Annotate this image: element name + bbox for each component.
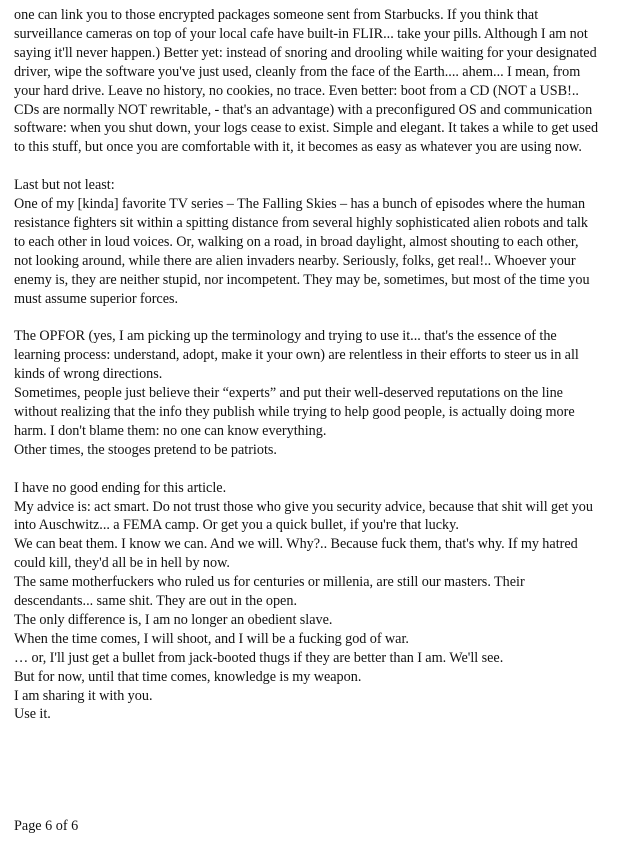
text-line: The OPFOR (yes, I am picking up the terminology and trying to use it... that's the essence of the (14, 328, 557, 345)
text-line: surveillance cameras on top of your local cafe have built-in FLIR... take your pills. Although I am not (14, 25, 588, 42)
text-line: I have no good ending for this article. (14, 479, 227, 496)
text-line: to each other in loud voices. Or, walking on a road, in broad daylight, almost shouting to each other, (14, 233, 579, 250)
text-line: … or, I'll just get a bullet from jack-booted thugs if they are better than I am. We'll see. (14, 649, 504, 666)
text-line: learning process: understand, adopt, make it your own) are relentless in their efforts to steer us in all (14, 347, 579, 364)
text-line: When the time comes, I will shoot, and I will be a fucking god of war. (14, 630, 409, 647)
text-line: My advice is: act smart. Do not trust those who give you security advice, because that shit will get you (14, 498, 593, 515)
text-line: harm. I don't blame them: no one can know everything. (14, 422, 327, 439)
text-line: one can link you to those encrypted packages someone sent from Starbucks. If you think that (14, 7, 539, 23)
text-line: Other times, the stooges pretend to be patriots. (14, 441, 277, 458)
text-line: The same motherfuckers who ruled us for centuries or millenia, are still our masters. Their (14, 574, 525, 591)
text-line: your hard drive. Leave no history, no cookies, no trace. Even better: boot from a CD (NOT a USB!.. (14, 82, 579, 99)
text-line: CDs are normally NOT rewritable, - that's an advantage) with a preconfigured OS and communication (14, 101, 593, 118)
text-line: Use it. (14, 706, 51, 723)
text-line: resistance fighters sit within a spitting distance from several highly sophisticated alien robots and talk (14, 214, 589, 231)
paragraph-1 (14, 6, 634, 157)
text-line: kinds of wrong directions. (14, 366, 163, 383)
text-line: Last but not least: (14, 177, 115, 194)
text-line: saying it'll never happen.) Better yet: instead of snoring and drooling while waiting for your designated (14, 44, 597, 61)
page-number-footer: Page 6 of 6 (14, 818, 79, 834)
document-page (14, 6, 634, 743)
text-line: could kill, they'd all be in hell by now. (14, 555, 230, 572)
text-line: without realizing that the info they publish while trying to help good people, is actually doing more (14, 404, 575, 420)
text-line: I am sharing it with you. (14, 687, 153, 704)
text-line: Sometimes, people just believe their “experts” and put their well-deserved reputations on the line (14, 385, 563, 402)
text-line: descendants... same shit. They are out in the open. (14, 593, 297, 610)
paragraph-3 (14, 327, 634, 459)
text-line: We can beat them. I know we can. And we will. Why?.. Because fuck them, that's why. If my hatred (14, 536, 578, 553)
text-line: The only difference is, I am no longer an obedient slave. (14, 611, 333, 628)
text-line: driver, wipe the software you've just used, cleanly from the face of the Earth.... ahem... I mean, from (14, 63, 581, 80)
paragraph-2 (14, 176, 634, 308)
text-line: not looking around, while there are alien invaders nearby. Seriously, folks, get real!.. Whoever your (14, 252, 576, 269)
text-line: into Auschwitz... a FEMA camp. Or get you a quick bullet, if you're that lucky. (14, 517, 459, 534)
text-line: But for now, until that time comes, knowledge is my weapon. (14, 668, 362, 685)
text-line: enemy is, they are neither stupid, nor incompetent. They may be, sometimes, but most of the time you (14, 271, 590, 288)
text-line: to this stuff, but once you are comfortable with it, it becomes as easy as whatever you are using now. (14, 139, 582, 156)
paragraph-4 (14, 479, 634, 725)
text-line: One of my [kinda] favorite TV series – The Falling Skies – has a bunch of episodes where the human (14, 196, 586, 213)
text-line: software: when you shut down, your logs cease to exist. Simple and elegant. It takes a while to get used (14, 120, 599, 137)
text-line: must assume superior forces. (14, 290, 179, 307)
